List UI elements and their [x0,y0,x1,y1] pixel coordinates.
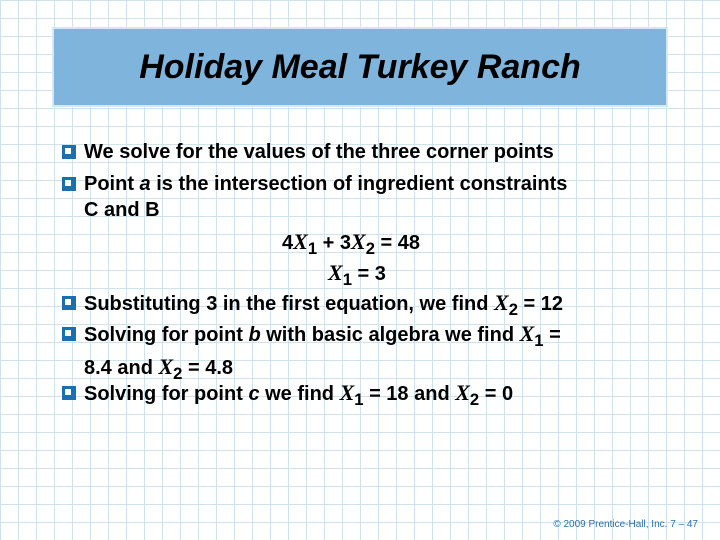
var-x: X [519,321,535,346]
eq2-end: = 3 [351,263,386,285]
equation-1 [282,229,420,262]
bullet-text-4b: with basic algebra we find [260,324,520,346]
bullet-text-4d: 8.4 and [84,357,159,379]
bullet-text-5a: Solving for point [84,383,249,405]
bullet-text-1: We solve for the values of the three corner points [84,141,554,163]
bullet-item-4 [62,321,674,387]
bullet-text-3b: = 12 [517,293,563,315]
point-a-label: a [139,173,151,195]
point-c-label: c [248,383,260,405]
bullet-text-2c: C and B [84,199,160,221]
square-bullet-icon [62,386,76,400]
bullet-text-4c: = [543,324,561,346]
subscript: 2 [469,390,480,409]
slide-title: Holiday Meal Turkey Ranch [139,47,581,86]
bullet-text-4e: = 4.8 [182,357,234,379]
bullet-text-2b: is the intersection of ingredient constraints [150,173,568,195]
square-bullet-icon [62,145,76,159]
bullet-text-5c: = 18 and [363,383,456,405]
slide-footer: © 2009 Prentice-Hall, Inc. 7 – 47 [553,519,698,530]
bullet-text-3a: Substituting 3 in the first equation, we find [84,293,494,315]
bullet-text-5d: = 0 [479,383,514,405]
subscript: 2 [173,364,183,383]
bullet-text-4a: Solving for point [84,324,249,346]
bullet-item-3 [62,290,674,323]
var-x: X [494,290,509,315]
point-b-label: b [248,324,261,346]
var-x: X [158,354,174,379]
var-x: X [339,380,355,405]
subscript: 1 [534,331,544,350]
var-x: X [328,260,343,285]
subscript: 2 [365,239,375,258]
eq1-coef: 4 [282,232,294,254]
bullet-text-2a: Point [84,173,140,195]
slide-title-box [52,27,668,107]
eq1-end: = 48 [374,232,420,254]
subscript: 1 [342,270,352,289]
subscript: 2 [508,300,518,319]
square-bullet-icon [62,177,76,191]
square-bullet-icon [62,327,76,341]
var-x: X [293,229,308,254]
square-bullet-icon [62,296,76,310]
subscript: 1 [354,390,364,409]
bullet-item-2 [62,171,674,223]
bullet-item-5 [62,380,674,413]
bullet-item-1 [62,139,674,165]
var-x: X [351,229,366,254]
equation-2 [328,260,386,293]
eq1-mid: + 3 [317,232,351,254]
bullet-text-5b: we find [259,383,340,405]
subscript: 1 [307,239,318,258]
var-x: X [455,380,470,405]
